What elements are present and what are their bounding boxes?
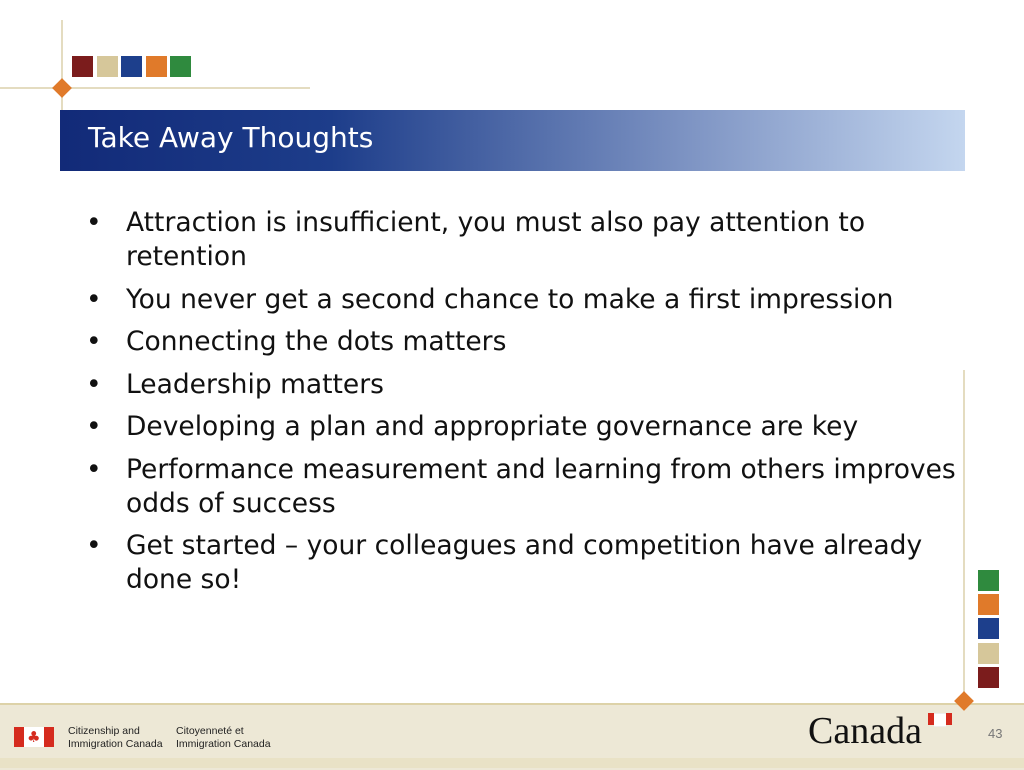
canada-flag-icon: ♣: [14, 727, 54, 747]
canada-wordmark: Canada: [808, 710, 922, 752]
bullet-item: • You never get a second chance to make a first impression: [80, 283, 960, 317]
color-square-red: [72, 56, 93, 77]
bullet-item: • Performance measurement and learning from others improves odds of success: [80, 453, 960, 521]
color-square-beige: [97, 56, 118, 77]
color-square-orange: [146, 56, 167, 77]
color-square-red: [978, 667, 999, 688]
dept-en-line1: Citizenship and: [68, 725, 140, 737]
top-decor-line: [0, 87, 310, 89]
dept-fr-line1: Citoyenneté et: [176, 725, 244, 737]
bullet-item: • Developing a plan and appropriate governance are key: [80, 410, 960, 444]
bullet-item: • Attraction is insufficient, you must also pay attention to retention: [80, 206, 960, 274]
footer-lower-strip: [0, 758, 1024, 768]
bullet-item: • Connecting the dots matters: [80, 325, 960, 359]
bullet-item: • Leadership matters: [80, 368, 960, 402]
right-decor-line: [963, 370, 965, 700]
color-square-beige: [978, 643, 999, 664]
dept-en-line2: Immigration Canada: [68, 738, 163, 750]
dept-fr-line2: Immigration Canada: [176, 738, 271, 750]
color-square-green: [170, 56, 191, 77]
department-name-en: [68, 725, 163, 751]
slide-title: Take Away Thoughts: [88, 121, 374, 154]
top-diamond-icon: [52, 78, 72, 98]
color-square-orange: [978, 594, 999, 615]
color-square-blue: [978, 618, 999, 639]
wordmark-flag-icon: [928, 713, 952, 725]
color-square-green: [978, 570, 999, 591]
page-number: 43: [988, 726, 1003, 741]
bullet-item: • Get started – your colleagues and competition have already done so!: [80, 529, 960, 597]
department-name-fr: [176, 725, 271, 751]
bullet-list: [80, 206, 960, 606]
color-square-blue: [121, 56, 142, 77]
